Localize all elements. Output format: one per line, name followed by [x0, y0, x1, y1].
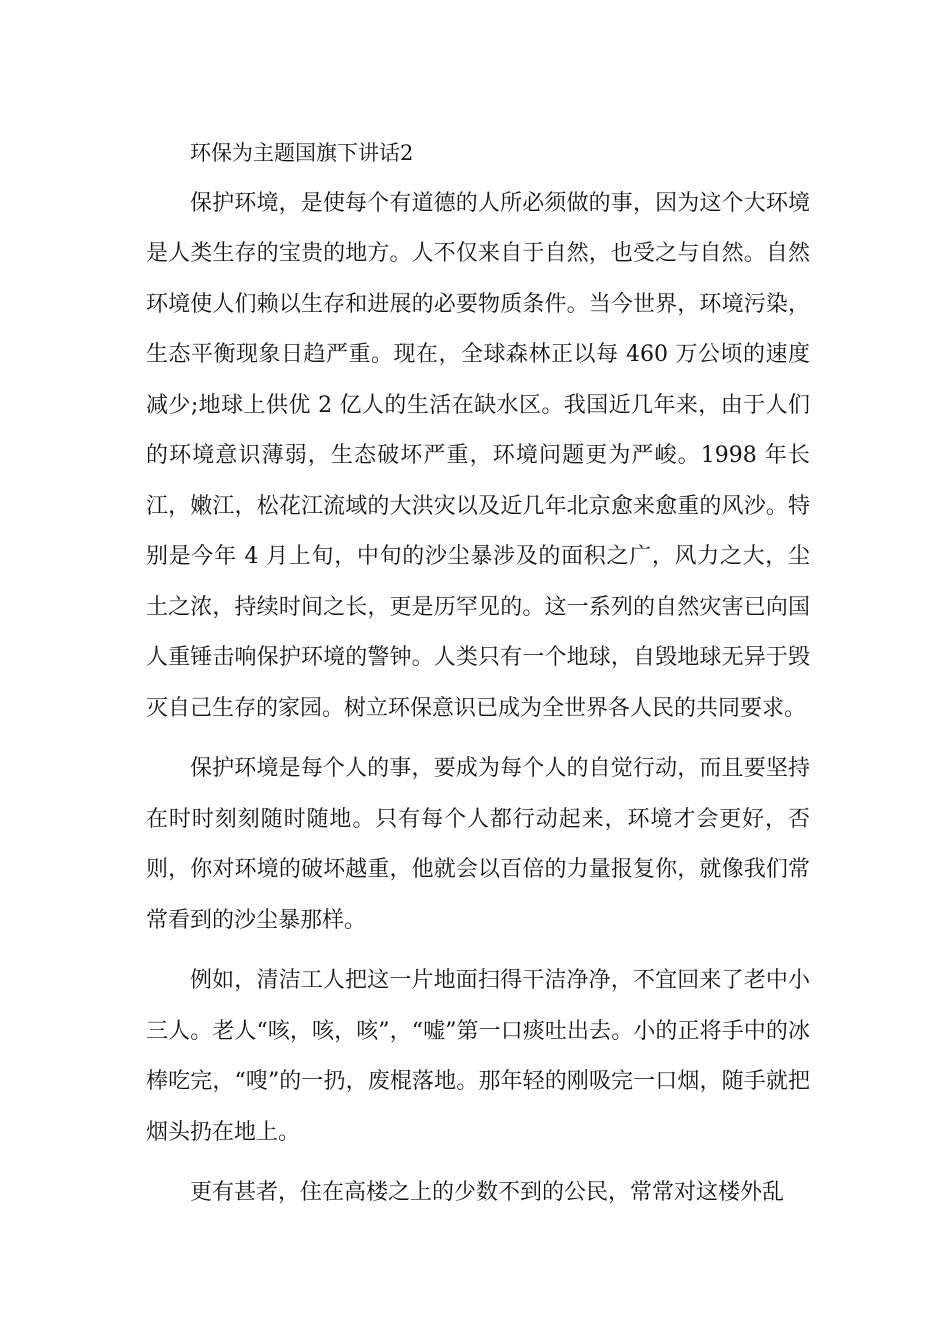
paragraph-2: 保护环境是每个人的事，要成为每个人的自觉行动，而且要坚持在时时刻刻随时随地。只有每个人都行动起来，环境才会更好，否则，你对环境的破坏越重，他就会以百倍的力量报复你，就像我们常常看到的沙尘暴那样。 — [146, 756, 810, 933]
paragraph-3: 例如，清洁工人把这一片地面扫得干洁净净，不宜回来了老中小三人。老人“咳，咳，咳”，“嘘”第一口痰吐出去。小的正将手中的冰棒吃完，“嗖”的一扔，废棍落地。那年轻的刚吸完一口烟，随手就把烟头扔在地上。 — [146, 968, 810, 1145]
paragraph-1: 保护环境，是使每个有道德的人所必须做的事，因为这个大环境是人类生存的宝贵的地方。人不仅来自于自然，也受之与自然。自然环境使人们赖以生存和进展的必要物质条件。当今世界，环境污染，生态平衡现象日趋严重。现在，全球森林正以每 460 万公顷的速度减少;地球上供优 2 亿人的生活在缺水区。我国近几年来，由于人们的环境意识薄弱，生态破坏严重，环境问题更为严峻。1998 年长江，嫩江，松花江流域的大洪灾以及近几年北京愈来愈重的风沙。特别是今年 4 月上旬，中旬的沙尘暴涉及的面积之广，风力之大，尘土之浓，持续时间之长，更是历罕见的。这一系列的自然灾害已向国人重锤击响保护环境的警钟。人类只有一个地球，自毁地球无异于毁灭自己生存的家园。树立环保意识已成为全世界各人民的共同要求。 — [146, 190, 810, 721]
document-title: 环保为主题国旗下讲话2 — [190, 141, 414, 165]
paragraph-4: 更有甚者，住在高楼之上的少数不到的公民，常常对这楼外乱 — [190, 1180, 785, 1205]
document-body — [146, 128, 810, 1229]
